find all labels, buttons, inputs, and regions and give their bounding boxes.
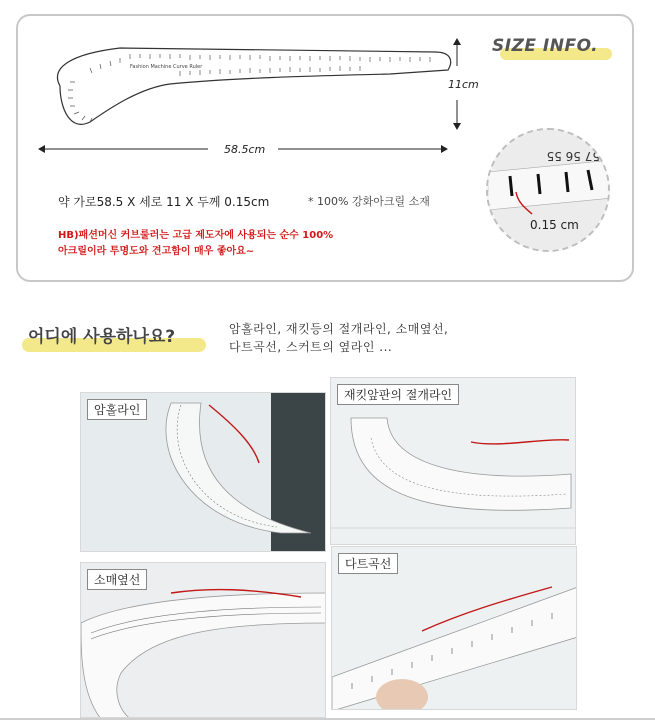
photo-armhole [80,392,326,552]
svg-text:57 56 55: 57 56 55 [546,149,600,163]
bottom-divider [0,718,655,720]
thickness-label: 0.15 cm [530,218,579,232]
material-note: * 100% 강화아크릴 소재 [308,195,430,208]
usage-desc-1: 암홀라인, 재킷등의 절개라인, 소매옆선, [229,322,449,336]
photo-label-jacket: 재킷앞판의 절개라인 [337,384,459,405]
red-note-1: HB)패션머신 커브룰러는 고급 제도자에 사용되는 순수 100% [58,230,334,241]
size-spec: 약 가로58.5 X 세로 11 X 두께 0.15cm [58,195,270,209]
thickness-detail-graphic [488,130,610,252]
ruler-brand-text: Fashion Machine Curve Ruler [130,64,203,70]
width-label: 58.5cm [224,143,266,156]
height-label: 11cm [448,78,479,91]
photo-jacket [330,377,576,545]
photo-label-armhole: 암홀라인 [87,399,147,420]
red-note-2: 아크릴이라 투명도와 견고함이 매우 좋아요~ [58,246,255,257]
size-info-title: SIZE INFO. [492,36,599,56]
photo-label-sleeve: 소매옆선 [87,569,147,590]
photo-dart [331,546,577,710]
usage-desc-2: 다트곡선, 스커트의 옆라인 ... [229,340,393,354]
usage-heading: 어디에 사용하나요? [28,327,176,347]
thickness-detail-photo [486,128,610,252]
photo-sleeve [80,562,326,718]
photo-label-dart: 다트곡선 [338,553,398,574]
curve-ruler-drawing [30,38,460,138]
